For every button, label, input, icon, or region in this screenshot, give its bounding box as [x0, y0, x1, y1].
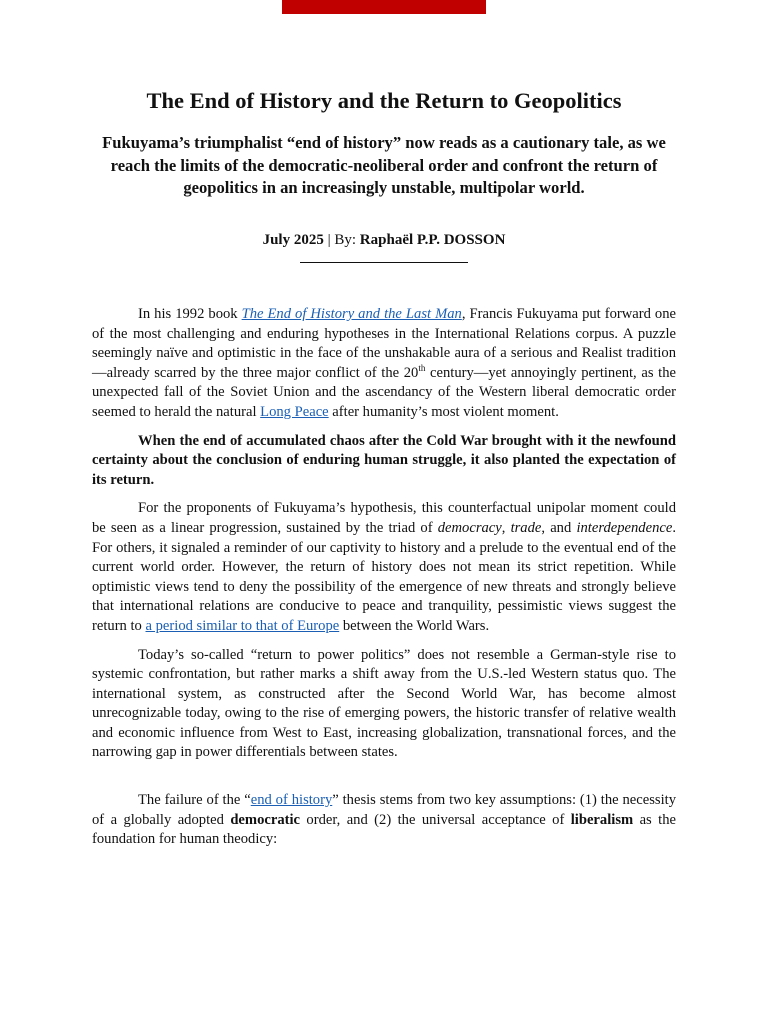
top-accent-bar	[282, 0, 486, 14]
text: , Francis Fukuyama put forward one of the most challenging and enduring hypotheses in the International Relations corpus. A puzzle seemingly naïve and optimistic in the face of the unshakable aura of a serious and Realist tradition—already scarred by the three major conflict of the 20	[92, 306, 677, 381]
term: trade	[510, 519, 542, 536]
paragraph-4: Today’s so-called “return to power politics” does not resemble a German-style rise to systemic confrontation, but rather marks a shift away from the U.S.-led Western status quo. The international system, as constructed after the Second World War, has become almost unrecognizable today, owing to the rise of emerging powers, the historic transfer of relative wealth and economic influence from West to East, increasing globalization, transnational forces, and the narrowing gap in power differentials between states.	[92, 646, 676, 761]
text: ,	[501, 519, 511, 536]
text: after humanity’s most violent moment.	[328, 403, 559, 420]
text: . For others, it signaled a reminder of our captivity to history and a prelude to the eventual end of the current world order. However, the return of history does not mean its strict repetition. While optimistic views tend to deny the possibility of the emergence of new threats and strongly believe that international relations are conducive to peace and tranquility, pessimistic views suggest the return to	[92, 519, 676, 634]
article-body	[92, 305, 676, 859]
long-peace-link[interactable]: Long Peace	[260, 403, 329, 420]
europe-period-link[interactable]: a period similar to that of Europe	[145, 617, 340, 634]
emphasis: democratic	[230, 811, 301, 828]
paragraph-5	[92, 791, 676, 850]
text: ” thesis stems from two key assumptions: (1) the necessity of a globally adopted	[92, 792, 676, 828]
text: as the foundation for human theodicy:	[92, 811, 676, 848]
title-divider	[300, 262, 468, 263]
paragraph-2-highlight	[92, 432, 676, 491]
article-subtitle: Fukuyama’s triumphalist “end of history” now reads as a cautionary tale, as we reach the limits of the democratic-neoliberal order and confront the return of geopolitics in an increasingly unstable, multipolar world.	[102, 133, 666, 197]
book-link[interactable]	[242, 306, 462, 322]
text: between the World Wars.	[339, 617, 490, 634]
text: order, and (2) the universal acceptance of	[300, 811, 571, 828]
emphasis: liberalism	[570, 811, 634, 828]
author-name: Raphaël P.P. DOSSON	[359, 232, 506, 248]
book-title: The End of History and the Last Man	[241, 306, 462, 322]
text: , and	[541, 519, 577, 536]
paragraph-3	[92, 499, 676, 636]
byline-separator: | By:	[323, 232, 360, 248]
byline	[92, 230, 676, 250]
term: interdependence	[576, 519, 673, 536]
article-title: The End of History and the Return to Geopolitics	[146, 88, 622, 113]
publication-date: July 2025	[262, 232, 324, 248]
paragraph-1	[92, 305, 676, 423]
text: century—yet annoyingly pertinent, as the unexpected fall of the Soviet Union and the ascendancy of the Western liberal democratic order seemed to herald the natural	[92, 364, 677, 420]
text: The failure of the “	[138, 792, 251, 809]
highlight-text: When the end of accumulated chaos after the Cold War brought with it the newfound certainty about the conclusion of enduring human struggle, it also planted the expectation of its return.	[92, 432, 676, 488]
text: In his 1992 book	[138, 306, 242, 322]
end-of-history-link[interactable]: end of history	[250, 792, 333, 809]
term: democracy	[437, 519, 502, 536]
ordinal-suffix: th	[418, 362, 426, 373]
text: For the proponents of Fukuyama’s hypothesis, this counterfactual unipolar moment could be seen as a linear progression, sustained by the triad of	[92, 500, 676, 536]
